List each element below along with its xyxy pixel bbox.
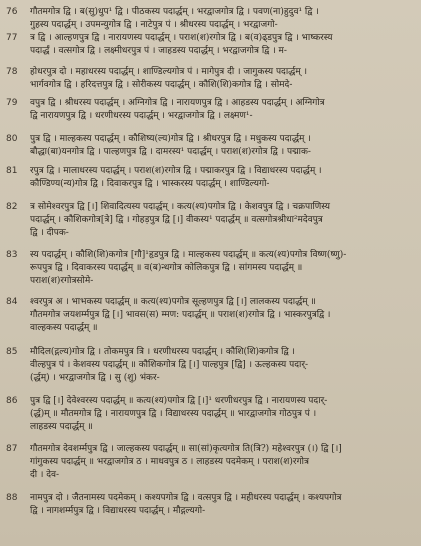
line-number: 82 [6, 202, 18, 212]
text-line: त्र सोमेश्वरपुत्र द्वि [।] शिवादित्यस्य पदार्द्धम् । कत्य(श्य)पगोत्र द्वि । केशवपुत्र द्वि । चक्रपाणिस्य [30, 202, 331, 212]
text-line: पदार्द्धं । वत्सगोत्र द्वि । लक्ष्मीधरपुत्र पं । जाहडस्य पदार्द्धम् । भरद्वाजगोत्र द्वि । म- [30, 46, 287, 56]
line-text [30, 296, 417, 335]
line-text [30, 6, 417, 32]
text-line: (र्द्ध)म् ॥ मौतमगोत्र द्वि । नारायणपुत्र द्वि । विद्याधरस्य पदार्द्धम् ॥ भारद्वाजगोत्र गोठपुत्र पं । [30, 409, 317, 419]
line-text [30, 66, 417, 92]
line-text [30, 201, 417, 240]
line-number: 78 [6, 67, 18, 77]
text-line: गौतमगोत्र जयशर्म्मपुत्र द्वि [।] भावस(स) म्मण: पदार्द्धम् ॥ पराश(श)रगोत्र द्वि । भास्करपुत्रद्वि । [30, 310, 331, 320]
text-line: रूपपुत्र द्वि । दिवाकरस्य पदार्द्धम् ॥ व(ब)न्धगोत्र कोलिकपुत्र द्वि । सांगमस्य पदार्द्धम् ॥ [30, 263, 303, 273]
line-text [30, 133, 417, 159]
text-line: वील्हपुत्र पं । केशवस्य पदार्द्धम् ॥ कौशिकगोत्र द्वि [।] पाल्हपुत्र [द्वि] । ऊल्हकस्य पदार्- [30, 360, 309, 370]
text-line: लाहडस्य पदार्द्धम् ॥ [30, 422, 93, 432]
text-line: गुहस्य पदार्द्धम् । उपमन्युगोत्र द्वि । नाटेपुत्र पं । श्रीधरस्य पदार्द्धम् । भरद्वाजगो- [30, 20, 278, 30]
line-number: 88 [6, 493, 18, 503]
text-line: मौदिल(द्गल्य)गोत्र द्वि । तोकमपुत्र त्रि । धरणीधरस्य पदार्द्धम् । कौशि(शि)कगोत्र द्वि । [30, 347, 295, 357]
line-text [30, 32, 417, 58]
line-number: 86 [6, 396, 18, 406]
line-number: 76 [6, 7, 18, 17]
text-line: स्य पदार्द्धम् । कौशि(शि)कगोत्र [गौ]¹हृडपुत्र द्वि । माल्हकस्य पदार्द्धम् ॥ कत्य(श्य)पगोत्र विष्ण(ष्णु)- [30, 250, 347, 260]
text-line: पराश(श)रगोत्रसोमे- [30, 276, 94, 286]
line-text [30, 97, 417, 123]
text-line: वाल्हकस्य पदार्द्धम् ॥ [30, 323, 98, 333]
text-line: वपुत्र द्वि । श्रीधरस्य पदार्द्धम् । अग्निगोत्र द्वि । नारायणपुत्र द्वि । आहडस्य पदार्द्धम् । अग्निगोत्र [30, 98, 325, 108]
text-line: गौतमगोत्र देवशर्म्मपुत्र द्वि । जाल्हकस्य पदार्द्धम् ॥ सा(सां)कृत्यगोत्र ति(त्रि?) महेश्वरपुत्र (।) द्वि [।] [30, 444, 342, 454]
text-line: द्वि । दीपक- [30, 228, 69, 238]
line-number: 85 [6, 347, 18, 357]
line-number: 83 [6, 250, 18, 260]
text-line: नामपुत्र दो । जैतनामस्य पदमेकम् । कश्यपगोत्र द्वि । वत्सपुत्र द्वि । महीधरस्य पदार्द्धम् । कश्यपगोत्र [30, 493, 342, 503]
text-line: रपुत्र द्वि । मालाधरस्य पदार्द्धम् । पराश(श)रगोत्र द्वि । पद्माकरपुत्र द्वि । विद्याधरस्य पदार्द्धम् । [30, 166, 322, 176]
line-number: 80 [6, 134, 18, 144]
text-line: पुत्र द्वि [।] देवेश्वरस्य पदार्द्धम् ॥ कत्य(श्य)पगोत्र द्वि [।]¹ धरणीधरपुत्र द्वि । नारायणस्य पदार्- [30, 396, 328, 406]
text-line: बौद्धा(बा)यनगोत्र द्वि । पाल्हणपुत्र द्वि । दामरस्य¹ पदार्द्धम् । पराश(श)रगोत्र द्वि । पद्माक- [30, 147, 311, 157]
text-line: गांगुकस्य पदार्द्धम् ॥ भरद्वाजगोत्र ठ । माधवपुत्र ठ । लाहडस्य पदमेकम् । पराश(श)रगोत्र [30, 457, 309, 467]
text-line: भार्गवगोत्र द्वि । हरिदत्तपुत्र द्वि । सोरीकस्य पदार्द्धम् । कौशि(शि)कगोत्र द्वि । सोमदे- [30, 80, 293, 90]
line-text [30, 443, 417, 482]
text-line: (र्द्धम्) । भरद्वाजगोत्र द्वि । सु (शु) भंकर- [30, 373, 160, 383]
line-number: 77 [6, 33, 18, 43]
text-line: गौतमगोत्र द्वि । ब(सु)धुप¹ द्वि । पीठकस्य पदार्द्धम् । भरद्वाजगोत्र द्वि । पवण(ना)हुदुव¹ द्वि । [30, 7, 319, 17]
text-line: होधरपुत्र दो । महाधरस्य पदार्द्धम् । शाण्डिल्यगोत्र पं । मागेपुत्र दी । जागुकस्य पदार्द्धम् । [30, 67, 308, 77]
text-line: कौण्डिण्य(न्य)गोत्र द्वि । दिवाकरपुत्र द्वि । भास्करस्य पदार्द्धम् । शाण्डिल्यगो- [30, 179, 270, 189]
line-number: 84 [6, 297, 18, 307]
line-text [30, 249, 417, 288]
text-line: त्र द्वि । आल्हणपुत्र द्वि । नारायणस्य पदार्द्धम् । पराश(श)रगोत्र द्वि । ब(व)ढ्डपुत्र द्वि । भाष्करस्य [30, 33, 333, 43]
text-line: द्वि नारायणपुत्र द्वि । धरणीधरस्य पदार्द्धम् । भरद्वाजगोत्र द्वि । लक्ष्मण¹- [30, 111, 253, 121]
text-line: दी । देव- [30, 470, 60, 480]
text-line: द्वि । नागशर्म्मपुत्र द्वि । विद्याधरस्य पदार्द्धम् । मौद्गल्यगो- [30, 506, 206, 516]
text-line: पदार्द्धम् । कौशिकगोत्र[त्रे] द्वि । गोहड़पुत्र द्वि [।] वीकस्य¹ पदार्द्धम् ॥ वत्सगोत्रश्रीधा²मदेवपुत्र [30, 215, 323, 225]
line-text [30, 395, 417, 434]
line-number: 87 [6, 444, 18, 454]
line-text [30, 165, 417, 191]
line-number: 79 [6, 98, 18, 108]
text-line: श्वरपुत्र अ । भाभकस्य पदार्द्धम् ॥ कत्य(श्य)पगोत्र सूल्हणपुत्र द्वि [।] लालकस्य पदार्द्धम् ॥ [30, 297, 316, 307]
text-line: पुत्र द्वि । माल्हकस्य पदार्द्धम् । कौशिष्य(ल्य)गोत्र द्वि । श्रीधरपुत्र द्वि । मधुकस्य पदार्द्धम् । [30, 134, 311, 144]
line-number: 81 [6, 166, 18, 176]
line-text [30, 346, 417, 385]
line-text [30, 492, 417, 518]
